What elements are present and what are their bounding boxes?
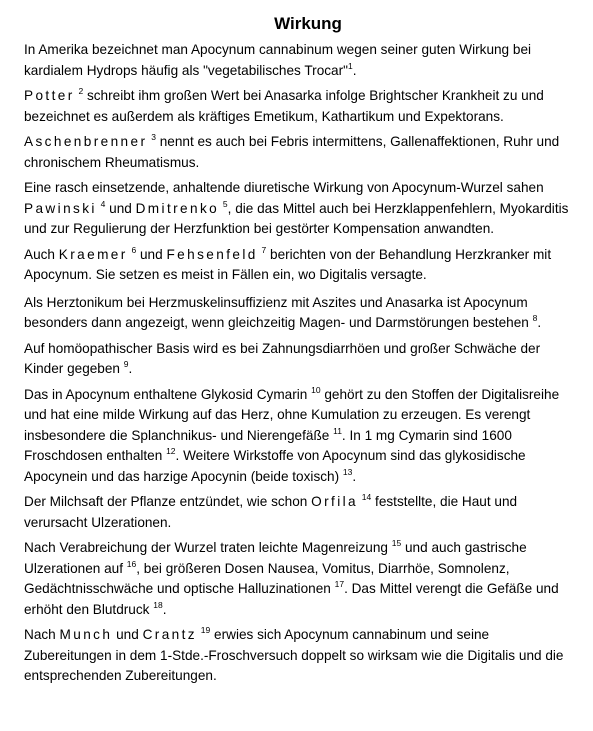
footnote-ref: 18 [153,599,163,610]
paragraph-text: feststellte, die Haut und verursacht Ulzerationen. [24,494,518,530]
document-page [24,14,572,692]
author-name: Dmitrenko [135,200,220,216]
footnote-ref: 19 [200,625,211,635]
footnote-ref: 6 [131,244,137,255]
paragraph-text: , die das Mittel auch bei Herzklappenfehlern, Myokarditis und zur Regulierung der Herzfunktion bei gestörter Kompensation anwandten. [24,200,569,236]
paragraph-text: . [128,361,133,376]
author-name: Crantz [142,627,198,642]
document-body [24,40,572,687]
paragraph [24,293,572,334]
author-name: Munch [59,627,113,642]
paragraph-text: berichten von der Behandlung Herzkranker mit Apocynum. Sie setzen es meist in Fällen ein, wo Digitalis versagte. [24,246,552,282]
paragraph-text: . [352,62,357,78]
paragraph-text: Nach [24,627,60,642]
paragraph-text: und auch gastrische Ulzerationen auf [24,540,527,576]
author-name: Orfila [311,494,359,509]
paragraph-text: Das in Apocynum enthaltene Glykosid Cymarin [24,386,312,402]
paragraph-text: Nach Verabreichung der Wurzel traten leichte Magenreizung [24,540,392,555]
paragraph-text: . [352,468,357,484]
footnote-ref: 12 [166,446,176,456]
footnote-ref: 16 [126,558,137,569]
paragraph [24,40,572,81]
paragraph-text: . [162,601,167,617]
footnote-ref: 13 [342,466,353,477]
author-name: Potter [24,88,75,103]
footnote-ref: 9 [123,359,129,369]
footnote-ref: 11 [333,425,342,436]
paragraph-text: und [112,627,143,642]
author-name: Fehsenfeld [166,246,258,262]
footnote-ref: 14 [361,492,372,502]
footnote-ref: 4 [100,198,106,209]
paragraph-text: . In 1 mg Cymarin sind 1600 Froschdosen enthalten [24,427,512,463]
paragraph-text: erwies sich Apocynum cannabinum und seine Zubereitungen in dem 1-Stde.-Froschversuch doppelt so wirksam wie die Digitalis und die entsprechenden Zubereitungen. [24,627,564,683]
paragraph-text: Der Milchsaft der Pflanze entzündet, wie schon [24,494,312,509]
author-name: Kraemer [58,246,128,262]
footnote-ref: 8 [532,313,538,323]
paragraph-text: Als Herztonikum bei Herzmuskelinsuffizienz mit Aszites und Anasarka ist Apocynum besonders dann angezeigt, wenn gleichzeitig Magen- und Darmstörungen bestehen [24,294,533,330]
paragraph-text: nennt es auch bei Febris intermittens, Gallenaffektionen, Ruhr und chronischem Rheumatismus. [24,134,560,170]
paragraph-text: Eine rasch einsetzende, anhaltende diuretische Wirkung von Apocynum-Wurzel sahen [24,180,544,195]
paragraph-text: . [537,315,542,330]
paragraph [24,339,572,380]
footnote-ref: 1 [347,60,353,71]
footnote-ref: 2 [78,86,84,96]
paragraph [24,245,572,286]
paragraph [24,492,572,533]
paragraph-text: und [105,200,136,216]
footnote-ref: 10 [311,384,321,395]
paragraph [24,86,572,127]
paragraph-text: gehört zu den Stoffen der Digitalisreihe und hat eine milde Wirkung auf das Herz, ohne Kumulation zu erzeugen. Es verengt insbesondere die Splanchnikus- und Nierengefäße [24,386,560,443]
footnote-ref: 7 [261,244,267,255]
author-name: Aschenbrenner [24,134,148,149]
paragraph-text: und [136,246,167,262]
document-title: Wirkung [274,14,342,33]
paragraph-text: . Weitere Wirkstoffe von Apocynum sind das glykosidische Apocynein und das harzige Apocynin (beide toxisch) [24,448,526,484]
paragraph-text: , bei größeren Dosen Nausea, Vomitus, Diarrhöe, Somnolenz, Gedächtnisschwäche und optische Halluzinationen [24,560,510,596]
paragraph-text: . Das Mittel verengt die Gefäße und erhöht den Blutdruck [24,581,559,617]
paragraph [24,132,572,173]
paragraph-text: schreibt ihm großen Wert bei Anasarka infolge Brightscher Krankheit zu und bezeichnet es außerdem als kräftiges Emetikum, Kathartikum und Expektorans. [24,88,544,124]
paragraph [24,538,572,620]
footnote-ref: 3 [151,132,156,142]
footnote-ref: 17 [334,579,345,589]
paragraph-text: In Amerika bezeichnet man Apocynum cannabinum wegen seiner guten Wirkung bei kardialem Hydrops häufig als "vegetabilisches Trocar" [24,42,532,78]
author-name: Pawinski [24,200,97,216]
paragraph [24,625,572,687]
paragraph-text: Auch [24,246,59,262]
paragraph [24,385,572,488]
footnote-ref: 5 [222,198,228,209]
paragraph [24,178,572,240]
paragraph-text: Auf homöopathischer Basis wird es bei Zahnungsdiarrhöen und großer Schwäche der Kinder gegeben [24,340,541,376]
footnote-ref: 15 [391,538,402,548]
